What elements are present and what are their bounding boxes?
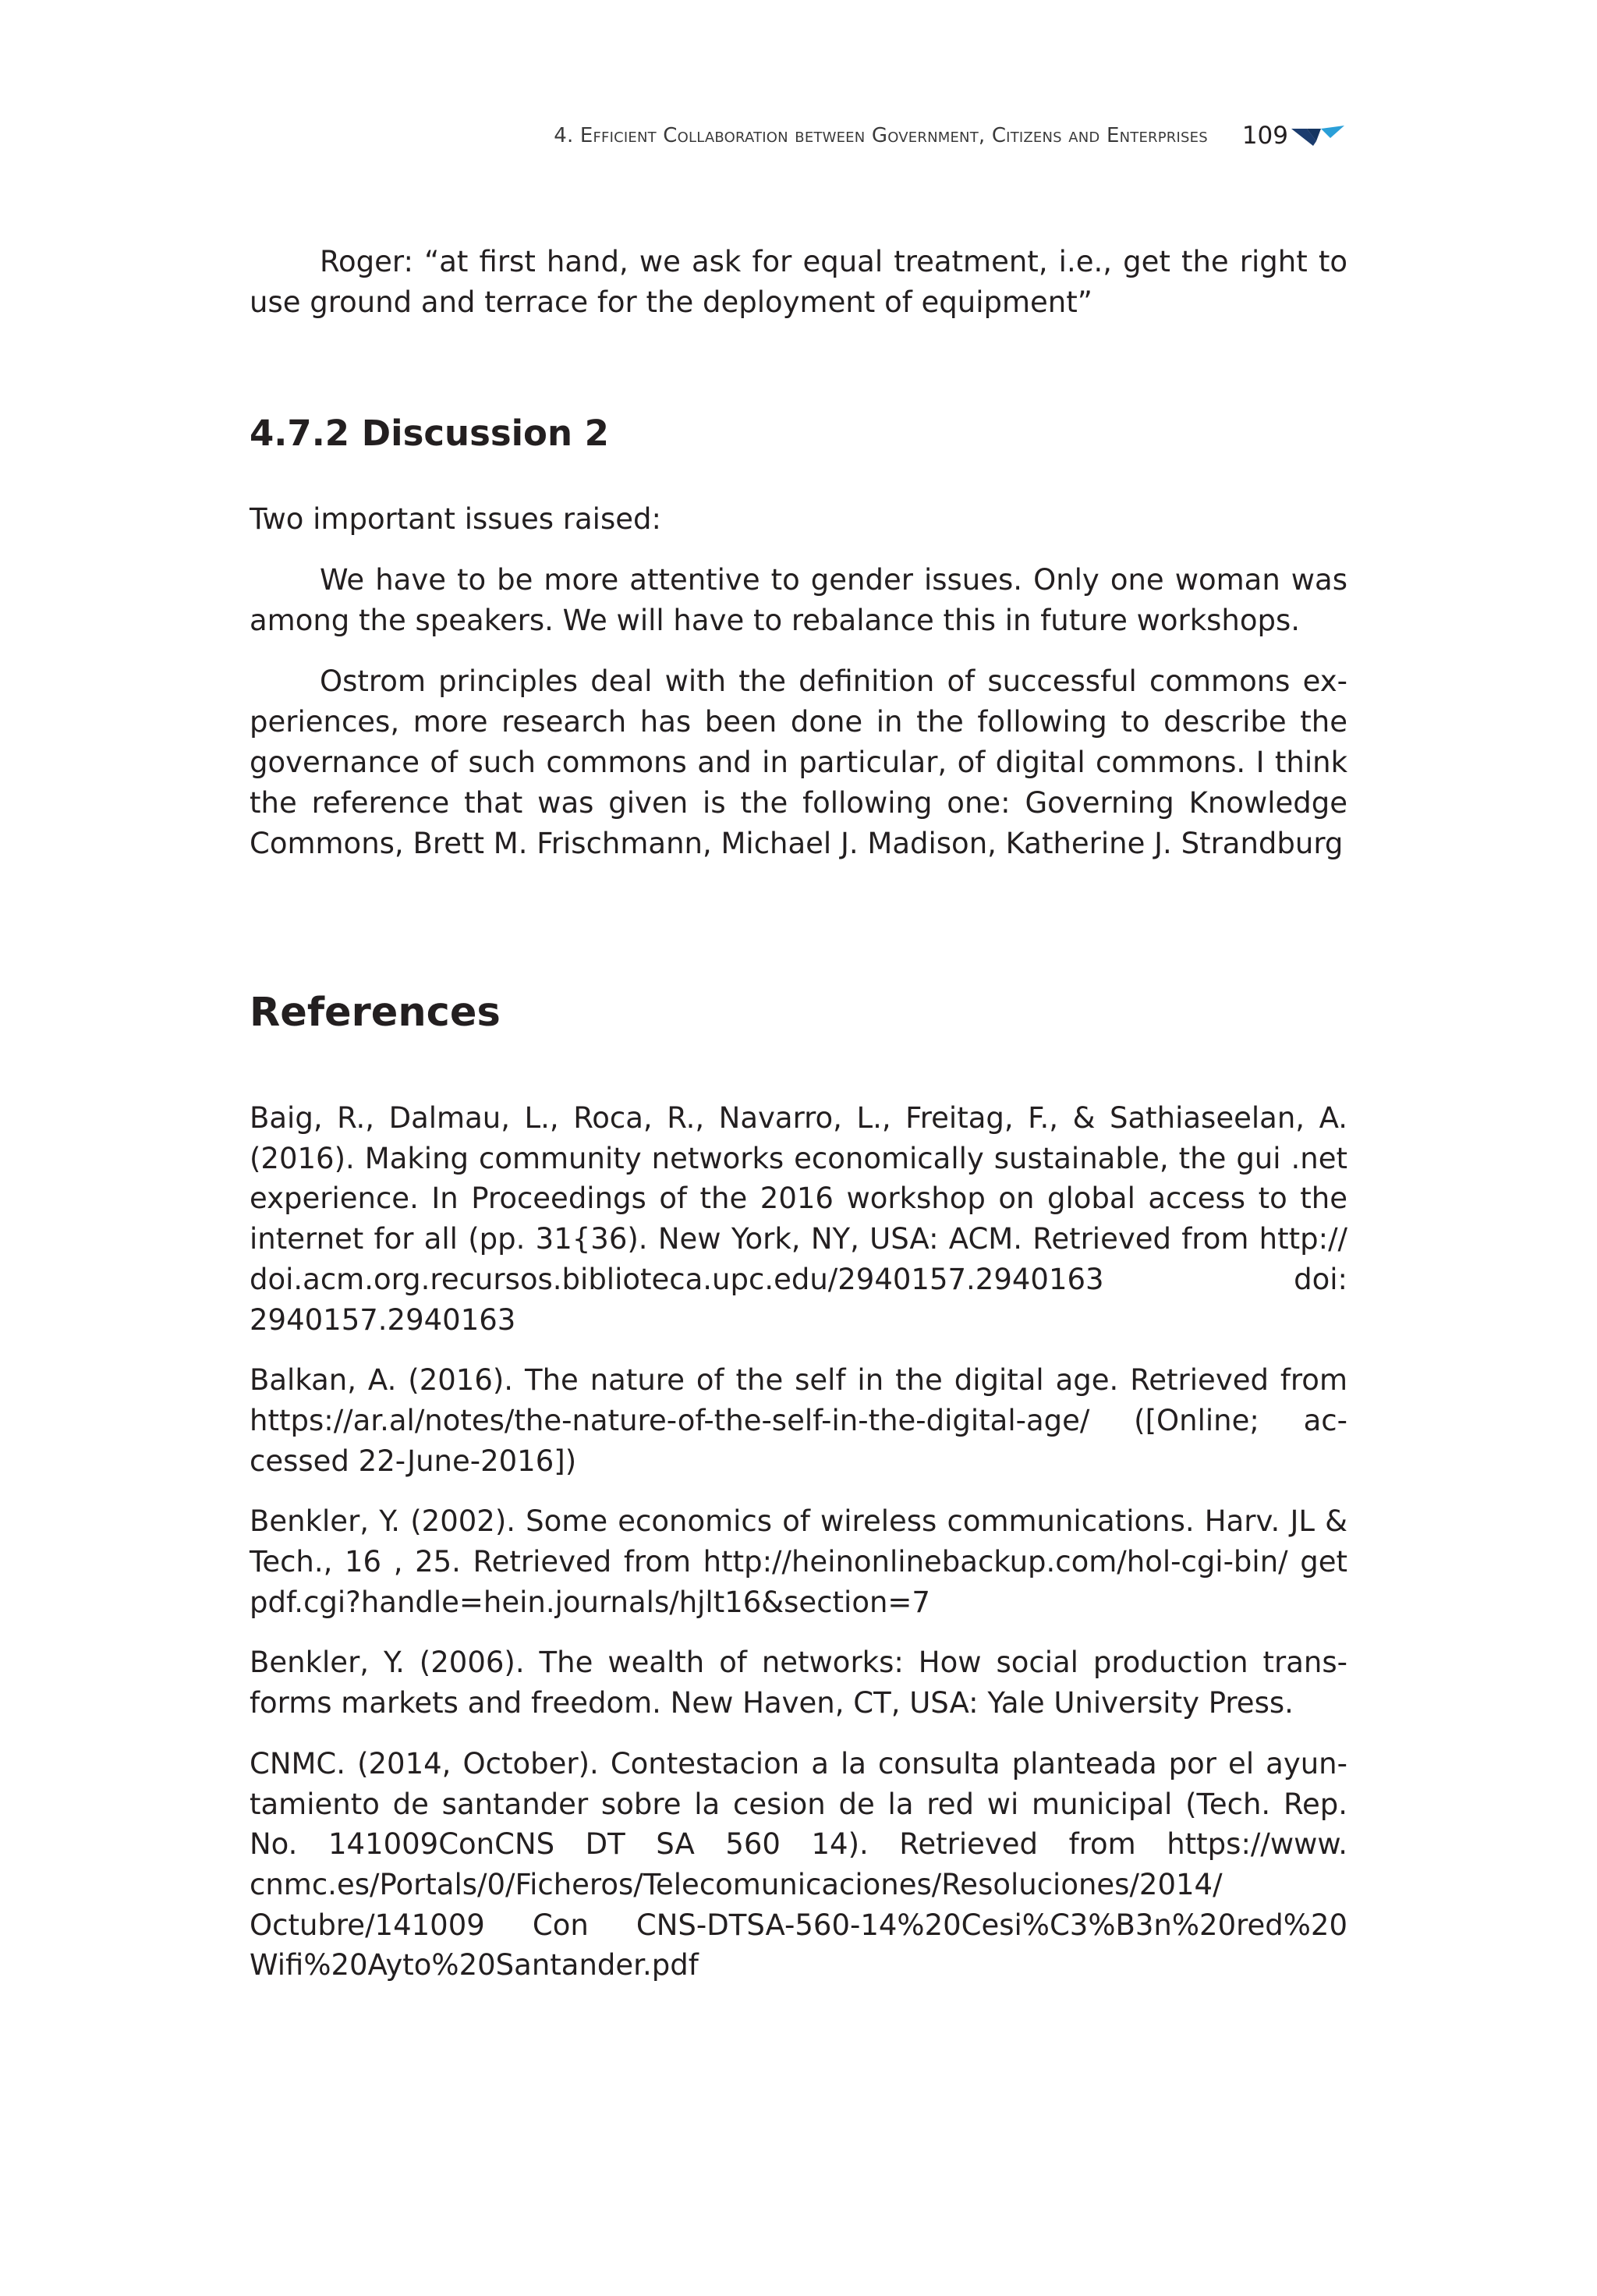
reference-item: Baig, R., Dalmau, L., Roca, R., Navarro, L., Freitag, F., & Sathiaseelan, A. (2016). Making community networks economically sustainable, the gui .net experience. In Proceedings of the 2016 workshop on global access to the internet for all (pp. 31{36). New York, NY, USA: ACM. Retrieved from http:// doi.acm.org.recursos.biblioteca.upc.edu/2940157.2940163 doi: 2940157.2940163 (250, 1101, 1347, 1337)
running-header (250, 120, 1347, 151)
discussion-body (250, 499, 1347, 864)
discussion-lead: Two important issues raised: (250, 502, 661, 536)
reference-item: CNMC. (2014, October). Contestacion a la consulta planteada por el ayuntamiento de santander sobre la cesion de la red wi municipal (Tech. Rep. No. 141009ConCNS DT SA 560 14). Retrieved from https://www. cnmc.es/Portals/0/Ficheros/Telecomunicaciones/Resoluciones/2014/ Octubre/141009 Con CNS-DTSA-560-14%20Cesi%C3%B3n%20red%20 Wifi%20Ayto%20Santander.pdf (250, 1746, 1347, 1982)
discussion-paragraph-2: Ostrom principles deal with the definition of successful commons experiences, more research has been done in the following to describe the governance of such commons and in particular, of digital commons. I think the reference that was given is the following one: Governing Knowledge Commons, Brett M. Frischmann, Michael J. Madison, Katherine J. Strandburg (250, 664, 1347, 860)
quote-paragraph: Roger: “at first hand, we ask for equal treatment, i.e., get the right to use ground and terrace for the deployment of equipment” (250, 245, 1347, 319)
reference-item: Balkan, A. (2016). The nature of the self in the digital age. Retrieved from https://ar.al/notes/the-nature-of-the-self-in-the-digital-age/ ([Online; accessed 22-June-2016]) (250, 1363, 1347, 1478)
document-page (250, 0, 1347, 2296)
page-number: 109 (1241, 122, 1288, 150)
references-heading: References (250, 990, 501, 1036)
reference-item: Benkler, Y. (2006). The wealth of networks: How social production transforms markets and freedom. New Haven, CT, USA: Yale University Press. (250, 1646, 1347, 1720)
references-list (250, 1098, 1347, 2006)
section-heading: 4.7.2 Discussion 2 (250, 413, 609, 454)
running-head-title: 4. Efficient Collaboration between Government, Citizens and Enterprises (554, 124, 1208, 147)
discussion-paragraph-1: We have to be more attentive to gender issues. Only one woman was among the speakers. We will have to rebalance this in future workshops. (250, 563, 1347, 637)
reference-item: Benkler, Y. (2002). Some economics of wireless communications. Harv. JL & Tech., 16 , 25. Retrieved from http://heinonlinebackup.com/hol-cgi-bin/ get pdf.cgi?handle=hein.journals/hjlt16&section=7 (250, 1504, 1347, 1619)
chevron-logo-icon (1290, 124, 1347, 147)
intro-block (250, 242, 1347, 323)
